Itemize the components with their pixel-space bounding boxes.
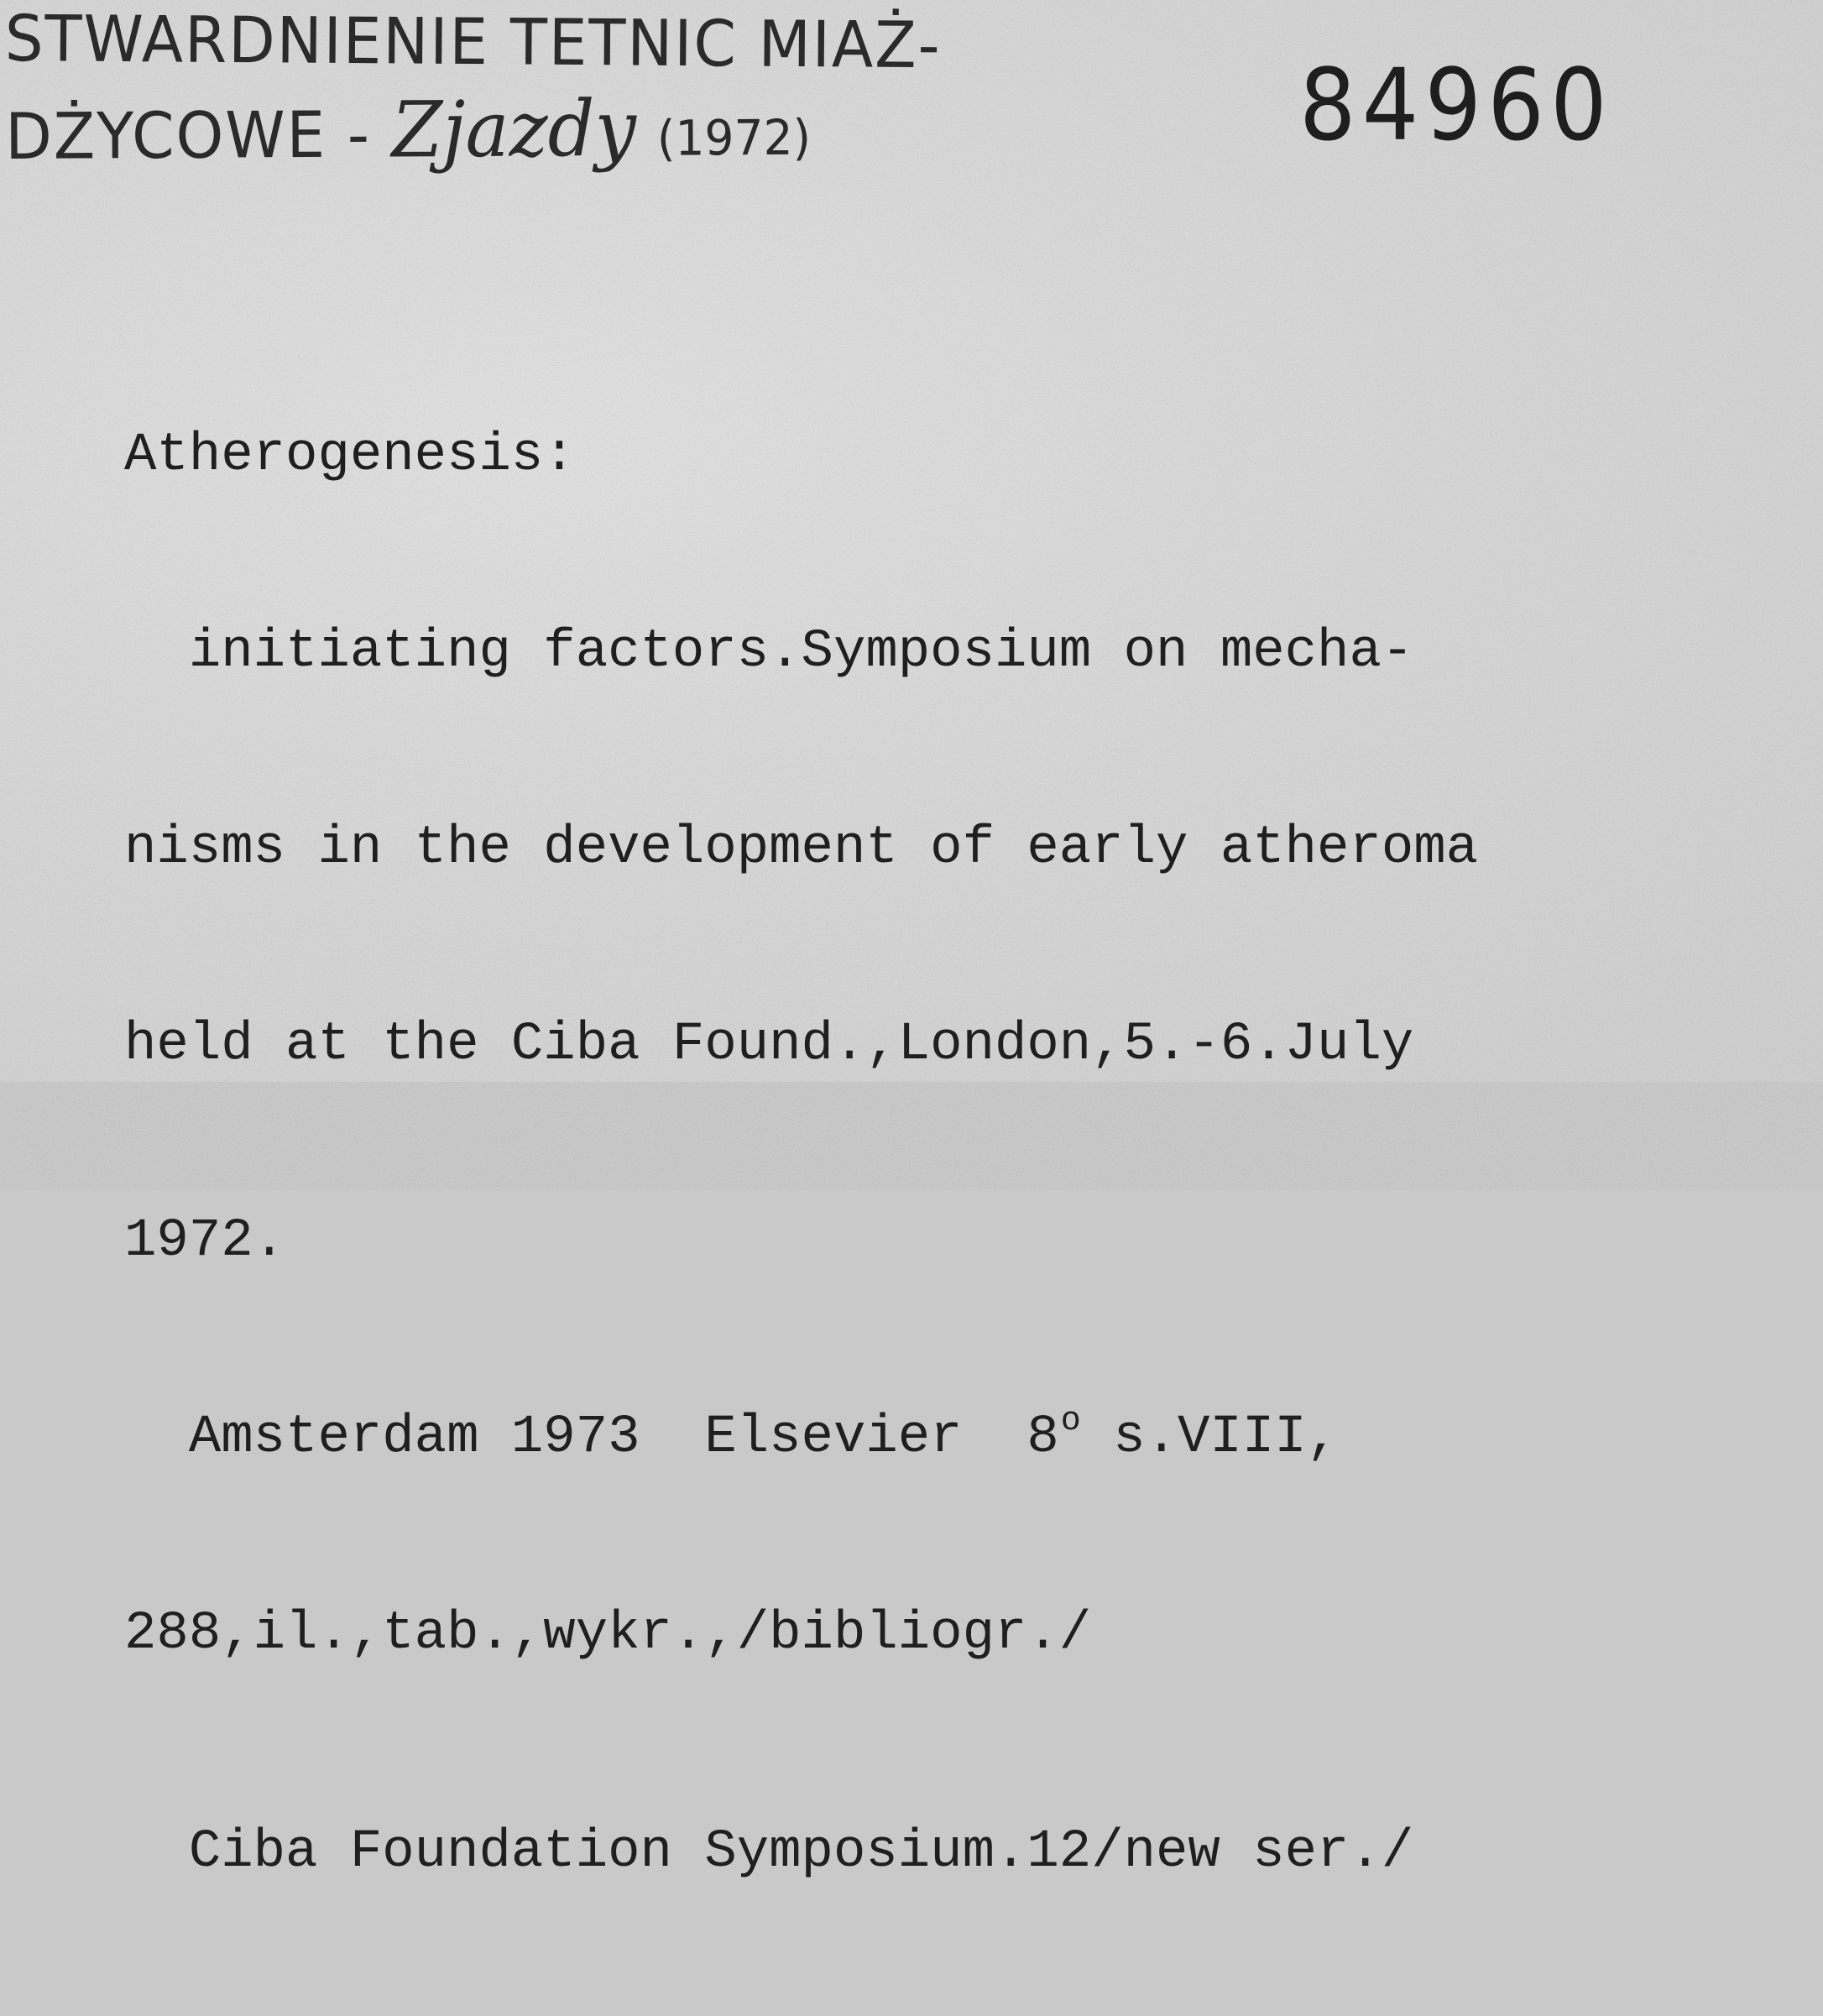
entry-body-line-3: held at the Ciba Found.,London,5.-6.July — [124, 1015, 1414, 1075]
entry-body-line-2: nisms in the development of early atheroma — [124, 818, 1479, 879]
heading-line-2 — [5, 83, 942, 175]
imprint-pagination: s.VIII, — [1080, 1408, 1340, 1468]
heading-line-2-prefix: DŻYCOWE - — [5, 97, 392, 174]
handwritten-heading — [4, 1, 991, 175]
entry-body-line-1: initiating factors.Symposium on mecha- — [124, 622, 1414, 682]
imprint-line-2: 288,il.,tab.,wykr.,/bibliogr./ — [124, 1604, 1092, 1664]
heading-line-1: STWARDNIENIE TETNIC MIAŻ- — [4, 1, 942, 83]
accession-number: 84960 — [1299, 47, 1613, 163]
imprint-place-date-publisher: Amsterdam 1973 Elsevier 8 — [124, 1408, 1059, 1468]
typed-entry — [124, 292, 1478, 2016]
series-line: Ciba Foundation Symposium.12/new ser./ — [124, 1822, 1414, 1883]
format-degree-mark: o — [1060, 1402, 1081, 1440]
entry-title: Atherogenesis: — [124, 426, 576, 486]
entry-body-line-4: 1972. — [124, 1211, 286, 1272]
heading-year: (1972) — [656, 108, 812, 167]
imprint-line-1 — [124, 1402, 1478, 1470]
heading-zjazdy: Zjazdy — [391, 83, 637, 175]
